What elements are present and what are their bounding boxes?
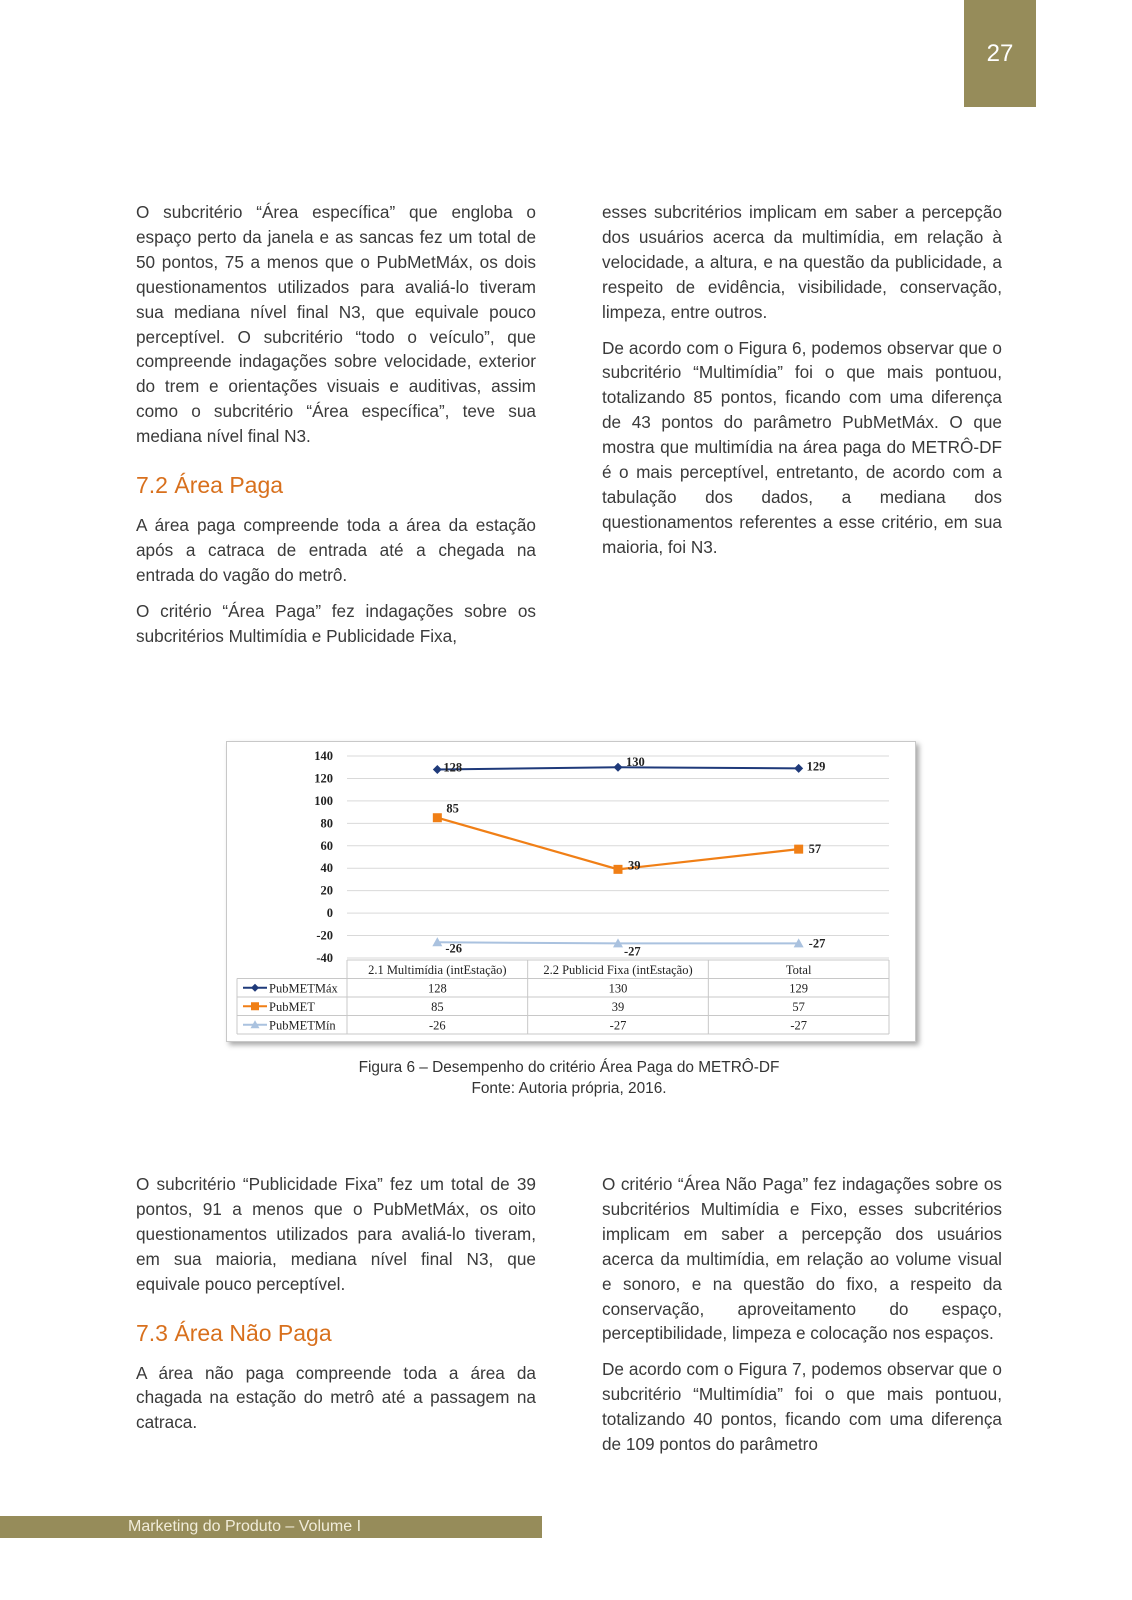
paragraph: A área não paga compreende toda a área da chagada na estação do metrô até a passagem na catraca. bbox=[136, 1362, 536, 1433]
legend-key-marker bbox=[251, 1002, 259, 1010]
y-tick-label: 120 bbox=[314, 771, 333, 786]
legend-label: PubMETMáx bbox=[269, 981, 338, 996]
table-cell: -26 bbox=[428, 1018, 446, 1033]
paragraph: O critério “Área Não Paga” fez indagações sobre os subcritérios Multimídia e Fixo, esses subcritérios implicam em saber a percepção dos usuários acerca da multimídia, em relação ao volume visual e sonoro, e na questão do fixo, a respeito da conservação, aproveitamento do espaço, perceptibilidade, limpeza e colocação nos espaços. bbox=[602, 1174, 1002, 1344]
footer-text: Marketing do Produto – Volume I bbox=[128, 1518, 362, 1535]
data-point-marker bbox=[433, 813, 442, 822]
data-label: 130 bbox=[626, 755, 645, 770]
legend-label: PubMET bbox=[269, 1000, 315, 1014]
paragraph: O subcritério “Área específica” que engloba o espaço perto da janela e as sancas fez um total de 50 pontos, 75 a menos que o PubMetMáx, os dois questionamentos utilizados para avaliá-lo tiveram sua mediana nível final N3, que equivale pouco perceptível. O subcritério “todo o veículo”, que compreende indagações sobre velocidade, exterior do trem e orientações visuais e auditivas, assim como o subcritério “Área específica”, teve sua mediana nível final N3. bbox=[136, 202, 536, 447]
y-tick-label: 60 bbox=[320, 838, 333, 853]
section-heading-7-2: 7.2 Área Paga bbox=[136, 472, 284, 499]
y-tick-label: 140 bbox=[314, 749, 333, 763]
table-cell: 128 bbox=[427, 981, 447, 996]
data-point-marker bbox=[614, 763, 623, 772]
paragraph: O subcritério “Publicidade Fixa” fez um total de 39 pontos, 91 a menos que o PubMetMáx, os oito questionamentos utilizados para avaliá-lo tiveram, em sua maioria, mediana nível final N3, que equivale pouco perceptível. bbox=[136, 1174, 536, 1294]
legend-key-marker bbox=[251, 984, 259, 992]
data-point-marker bbox=[433, 765, 442, 774]
figure-source: Fonte: Autoria própria, 2016. bbox=[471, 1080, 667, 1097]
figure-caption: Figura 6 – Desempenho do critério Área Paga do METRÔ-DF bbox=[358, 1059, 780, 1076]
paragraph: O critério “Área Paga” fez indagações sobre os subcritérios Multimídia e Publicidade Fixa, bbox=[136, 600, 536, 646]
column-top-right bbox=[602, 200, 1002, 571]
category-label: 2.2 Publicid Fixa (intEstação) bbox=[543, 963, 693, 977]
table-cell: 57 bbox=[792, 1000, 805, 1014]
y-tick-label: 40 bbox=[320, 861, 333, 876]
footer-bar bbox=[0, 1516, 542, 1538]
table-cell: 130 bbox=[608, 981, 628, 996]
y-tick-label: -20 bbox=[316, 928, 333, 943]
y-tick-label: 80 bbox=[320, 816, 333, 831]
data-label: 129 bbox=[806, 759, 826, 774]
paragraph: esses subcritérios implicam em saber a percepção dos usuários acerca da multimídia, em relação à velocidade, a altura, e na questão da publicidade, a respeito de evidência, visibilidade, conservação, limpeza, entre outros. bbox=[602, 202, 1002, 322]
table-cell: 39 bbox=[611, 1000, 625, 1014]
data-label: -27 bbox=[808, 936, 826, 951]
paragraph: A área paga compreende toda a área da estação após a catraca de entrada até a chegada na entrada do vagão do metrô. bbox=[136, 515, 536, 585]
y-tick-label: 0 bbox=[326, 906, 333, 921]
line-chart bbox=[227, 742, 915, 1041]
table-cell: -27 bbox=[790, 1018, 808, 1033]
paragraph: De acordo com o Figura 7, podemos observar que o subcritério “Multimídia” foi o que mais pontuou, totalizando 40 pontos, ficando com uma diferença de 109 pontos do parâmetro bbox=[602, 1359, 1002, 1455]
paragraph: De acordo com o Figura 6, podemos observar que o subcritério “Multimídia” foi o que mais pontuou, totalizando 85 pontos, ficando com uma diferença de 43 pontos do parâmetro PubMetMáx. O que mostra que multimídia na área paga do METRÔ-DF é o mais perceptível, entretanto, de acordo com a tabulação dos dados, a mediana dos questionamentos referentes a esse critério, em sua maioria, foi N3. bbox=[602, 337, 1002, 557]
data-label: -27 bbox=[624, 944, 641, 959]
y-tick-label: 20 bbox=[320, 883, 333, 898]
data-point-marker bbox=[614, 865, 623, 874]
y-tick-label: 100 bbox=[314, 793, 333, 808]
column-top-left bbox=[136, 200, 536, 660]
data-point-marker bbox=[794, 764, 803, 773]
page-number-text: 27 bbox=[986, 39, 1014, 67]
column-bottom-right bbox=[602, 1172, 1002, 1468]
data-label: 85 bbox=[446, 801, 459, 816]
data-label: 57 bbox=[808, 842, 822, 857]
legend-label: PubMETMín bbox=[269, 1018, 336, 1033]
data-label: 128 bbox=[443, 760, 463, 775]
data-label: 39 bbox=[628, 858, 641, 873]
category-label: Total bbox=[785, 963, 812, 977]
figure-6-chart bbox=[226, 741, 916, 1042]
data-label: -26 bbox=[445, 941, 463, 956]
data-point-marker bbox=[794, 845, 803, 854]
table-cell: 129 bbox=[789, 981, 809, 996]
column-bottom-left bbox=[136, 1172, 536, 1446]
series-line-1 bbox=[437, 818, 798, 873]
category-label: 2.1 Multimídia (intEstação) bbox=[368, 963, 507, 977]
y-tick-label: -40 bbox=[316, 951, 333, 965]
page-number bbox=[964, 0, 1036, 107]
table-cell: 85 bbox=[431, 1000, 444, 1014]
table-cell: -27 bbox=[609, 1018, 627, 1033]
section-heading-7-3: 7.3 Área Não Paga bbox=[136, 1319, 332, 1346]
